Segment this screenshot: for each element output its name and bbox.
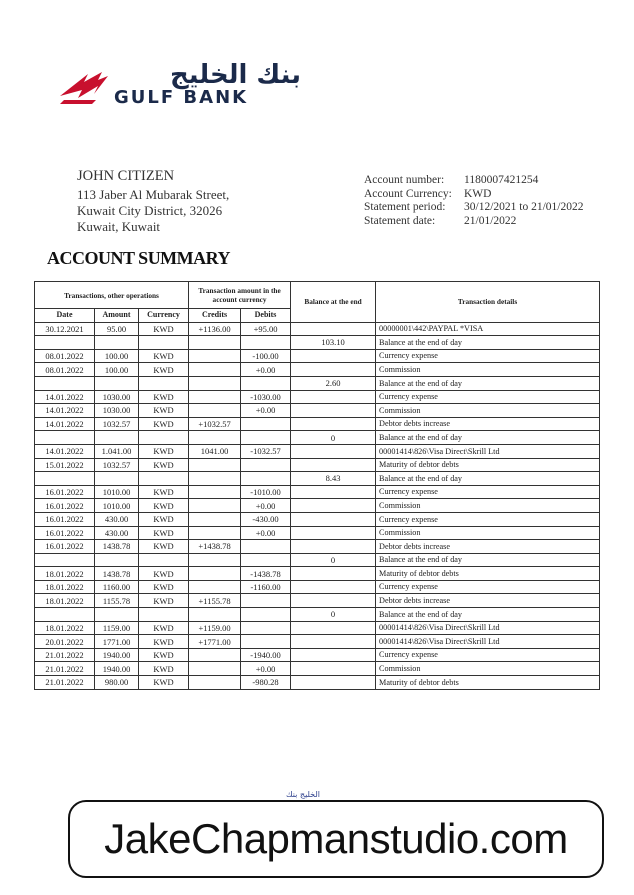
cell-balance xyxy=(291,499,376,513)
cell-credit xyxy=(189,390,241,404)
cell-debit xyxy=(241,431,291,445)
table-row xyxy=(35,512,600,526)
cell-currency xyxy=(139,336,189,350)
cell-credit xyxy=(189,608,241,622)
cell-currency: KWD xyxy=(139,444,189,458)
cell-details: Commission xyxy=(376,526,600,540)
cell-debit: +0.00 xyxy=(241,363,291,377)
table-row xyxy=(35,485,600,499)
cell-balance xyxy=(291,458,376,472)
customer-address-block xyxy=(77,168,229,235)
cell-debit xyxy=(241,336,291,350)
cell-credit xyxy=(189,336,241,350)
cell-details: Currency expense xyxy=(376,648,600,662)
cell-debit xyxy=(241,553,291,567)
statement-period-row xyxy=(364,201,583,215)
cell-date: 21.01.2022 xyxy=(35,662,95,676)
table-row xyxy=(35,404,600,418)
transactions-table xyxy=(34,281,600,690)
cell-credit: 1041.00 xyxy=(189,444,241,458)
cell-date: 08.01.2022 xyxy=(35,363,95,377)
cell-details: Maturity of debtor debts xyxy=(376,567,600,581)
cell-amount: 1010.00 xyxy=(95,499,139,513)
cell-amount: 1940.00 xyxy=(95,662,139,676)
cell-credit xyxy=(189,662,241,676)
cell-credit xyxy=(189,485,241,499)
cell-balance xyxy=(291,349,376,363)
cell-credit xyxy=(189,648,241,662)
account-info-label: Statement date: xyxy=(364,214,436,227)
cell-details: Currency expense xyxy=(376,390,600,404)
cell-amount: 430.00 xyxy=(95,526,139,540)
bank-name-english: GULF BANK xyxy=(114,87,249,108)
footer-bank-name: الخليج بنك xyxy=(286,790,320,799)
account-currency-value: KWD xyxy=(464,187,492,200)
cell-date: 16.01.2022 xyxy=(35,485,95,499)
cell-date: 18.01.2022 xyxy=(35,580,95,594)
cell-details: Balance at the end of day xyxy=(376,472,600,486)
cell-debit xyxy=(241,417,291,431)
cell-currency xyxy=(139,553,189,567)
cell-credit xyxy=(189,404,241,418)
cell-balance xyxy=(291,390,376,404)
cell-balance xyxy=(291,540,376,554)
table-row xyxy=(35,417,600,431)
cell-currency xyxy=(139,376,189,390)
cell-debit: -1030.00 xyxy=(241,390,291,404)
cell-credit xyxy=(189,499,241,513)
cell-details: Currency expense xyxy=(376,512,600,526)
cell-credit: +1438.78 xyxy=(189,540,241,554)
cell-debit: -100.00 xyxy=(241,349,291,363)
cell-date: 14.01.2022 xyxy=(35,390,95,404)
cell-debit xyxy=(241,635,291,649)
cell-balance xyxy=(291,567,376,581)
cell-balance xyxy=(291,512,376,526)
cell-currency: KWD xyxy=(139,540,189,554)
cell-currency: KWD xyxy=(139,621,189,635)
account-currency-row xyxy=(364,188,583,202)
section-title: ACCOUNT SUMMARY xyxy=(47,248,231,268)
cell-details: Commission xyxy=(376,662,600,676)
table-row xyxy=(35,553,600,567)
cell-credit xyxy=(189,553,241,567)
cell-date: 16.01.2022 xyxy=(35,499,95,513)
cell-debit: -980.28 xyxy=(241,676,291,690)
cell-date: 30.12.2021 xyxy=(35,322,95,336)
cell-amount xyxy=(95,472,139,486)
statement-date-row xyxy=(364,215,583,229)
cell-date xyxy=(35,336,95,350)
table-row xyxy=(35,526,600,540)
cell-details: 00001414\826\Visa Direct\Skrill Ltd xyxy=(376,635,600,649)
cell-details: Balance at the end of day xyxy=(376,376,600,390)
cell-amount: 980.00 xyxy=(95,676,139,690)
cell-debit xyxy=(241,472,291,486)
cell-date xyxy=(35,376,95,390)
cell-details: 00001414\826\Visa Direct\Skrill Ltd xyxy=(376,444,600,458)
cell-balance: 0 xyxy=(291,431,376,445)
cell-credit: +1155.78 xyxy=(189,594,241,608)
cell-debit xyxy=(241,458,291,472)
cell-balance xyxy=(291,594,376,608)
address-line: Kuwait, Kuwait xyxy=(77,219,161,234)
cell-credit xyxy=(189,512,241,526)
cell-date xyxy=(35,553,95,567)
cell-currency: KWD xyxy=(139,322,189,336)
cell-currency: KWD xyxy=(139,580,189,594)
cell-details: Maturity of debtor debts xyxy=(376,458,600,472)
cell-details: Commission xyxy=(376,499,600,513)
cell-date: 15.01.2022 xyxy=(35,458,95,472)
table-row xyxy=(35,363,600,377)
cell-amount: 1.041.00 xyxy=(95,444,139,458)
gulf-bank-emblem-icon xyxy=(58,64,112,106)
cell-credit: +1032.57 xyxy=(189,417,241,431)
cell-currency: KWD xyxy=(139,567,189,581)
cell-date xyxy=(35,472,95,486)
cell-debit: -1438.78 xyxy=(241,567,291,581)
header-debits: Debits xyxy=(241,309,291,323)
cell-amount: 1032.57 xyxy=(95,458,139,472)
cell-debit: -1160.00 xyxy=(241,580,291,594)
cell-amount: 95.00 xyxy=(95,322,139,336)
cell-currency: KWD xyxy=(139,485,189,499)
cell-details: Maturity of debtor debts xyxy=(376,676,600,690)
cell-currency: KWD xyxy=(139,349,189,363)
cell-currency: KWD xyxy=(139,404,189,418)
cell-details: Debtor debts increase xyxy=(376,417,600,431)
cell-balance xyxy=(291,485,376,499)
cell-amount: 100.00 xyxy=(95,349,139,363)
cell-currency: KWD xyxy=(139,648,189,662)
cell-currency: KWD xyxy=(139,363,189,377)
header-amount: Amount xyxy=(95,309,139,323)
cell-credit xyxy=(189,526,241,540)
cell-currency xyxy=(139,472,189,486)
address-line: Kuwait City District, 32026 xyxy=(77,203,223,218)
table-row xyxy=(35,594,600,608)
cell-credit xyxy=(189,349,241,363)
cell-currency: KWD xyxy=(139,594,189,608)
cell-amount: 1032.57 xyxy=(95,417,139,431)
cell-amount: 1010.00 xyxy=(95,485,139,499)
header-details: Transaction details xyxy=(376,282,600,323)
table-row xyxy=(35,390,600,404)
cell-amount: 1160.00 xyxy=(95,580,139,594)
cell-debit xyxy=(241,621,291,635)
account-info-label: Account number: xyxy=(364,174,445,186)
table-body xyxy=(35,322,600,689)
table-row xyxy=(35,376,600,390)
address-line: 113 Jaber Al Mubarak Street, xyxy=(77,187,230,202)
table-row xyxy=(35,322,600,336)
cell-amount xyxy=(95,608,139,622)
table-row xyxy=(35,648,600,662)
cell-currency: KWD xyxy=(139,512,189,526)
cell-amount: 430.00 xyxy=(95,512,139,526)
table-row xyxy=(35,676,600,690)
cell-balance xyxy=(291,526,376,540)
cell-date: 16.01.2022 xyxy=(35,526,95,540)
cell-date xyxy=(35,431,95,445)
cell-amount: 1438.78 xyxy=(95,540,139,554)
cell-balance xyxy=(291,322,376,336)
cell-date: 16.01.2022 xyxy=(35,540,95,554)
cell-date: 14.01.2022 xyxy=(35,417,95,431)
cell-amount: 1940.00 xyxy=(95,648,139,662)
table-row xyxy=(35,499,600,513)
table-row xyxy=(35,472,600,486)
cell-details: Debtor debts increase xyxy=(376,594,600,608)
cell-currency: KWD xyxy=(139,635,189,649)
cell-credit xyxy=(189,676,241,690)
header-balance: Balance at the end xyxy=(291,282,376,323)
cell-balance xyxy=(291,648,376,662)
cell-details: 00001414\826\Visa Direct\Skrill Ltd xyxy=(376,621,600,635)
cell-credit xyxy=(189,376,241,390)
table-row xyxy=(35,431,600,445)
cell-debit: -1032.57 xyxy=(241,444,291,458)
gulf-bank-logo xyxy=(58,60,302,110)
cell-currency xyxy=(139,608,189,622)
table-row xyxy=(35,349,600,363)
cell-details: Balance at the end of day xyxy=(376,336,600,350)
cell-amount: 1030.00 xyxy=(95,390,139,404)
cell-date: 14.01.2022 xyxy=(35,404,95,418)
cell-currency xyxy=(139,431,189,445)
cell-debit xyxy=(241,376,291,390)
cell-balance xyxy=(291,635,376,649)
cell-date: 18.01.2022 xyxy=(35,567,95,581)
customer-name: JOHN CITIZEN xyxy=(77,168,175,184)
cell-date: 21.01.2022 xyxy=(35,648,95,662)
header-amount-in-currency: Transaction amount in the account currency xyxy=(189,282,291,309)
watermark-banner xyxy=(68,800,604,878)
cell-debit: +0.00 xyxy=(241,662,291,676)
table-group-header xyxy=(35,282,600,309)
cell-debit xyxy=(241,540,291,554)
cell-details: Commission xyxy=(376,363,600,377)
account-info-block xyxy=(364,174,583,228)
cell-date: 18.01.2022 xyxy=(35,621,95,635)
cell-debit xyxy=(241,608,291,622)
cell-date: 14.01.2022 xyxy=(35,444,95,458)
cell-debit: -1010.00 xyxy=(241,485,291,499)
table-row xyxy=(35,662,600,676)
cell-credit xyxy=(189,458,241,472)
cell-currency: KWD xyxy=(139,499,189,513)
cell-amount: 1438.78 xyxy=(95,567,139,581)
statement-period-value: 30/12/2021 to 21/01/2022 xyxy=(464,201,584,213)
cell-details: Currency expense xyxy=(376,580,600,594)
bank-name-arabic: بنك الخليج xyxy=(170,60,302,90)
cell-debit: -430.00 xyxy=(241,512,291,526)
cell-date xyxy=(35,608,95,622)
cell-currency: KWD xyxy=(139,526,189,540)
cell-amount xyxy=(95,431,139,445)
cell-credit xyxy=(189,363,241,377)
cell-date: 21.01.2022 xyxy=(35,676,95,690)
cell-balance xyxy=(291,363,376,377)
header-transactions: Transactions, other operations xyxy=(35,282,189,309)
statement-date-value: 21/01/2022 xyxy=(464,214,517,227)
cell-credit: +1771.00 xyxy=(189,635,241,649)
account-info-label: Statement period: xyxy=(364,201,446,213)
header-credits: Credits xyxy=(189,309,241,323)
cell-balance xyxy=(291,676,376,690)
cell-balance: 2.60 xyxy=(291,376,376,390)
table-row xyxy=(35,635,600,649)
table-row xyxy=(35,458,600,472)
account-number-row xyxy=(364,174,583,188)
cell-credit xyxy=(189,567,241,581)
table-row xyxy=(35,580,600,594)
cell-balance: 0 xyxy=(291,608,376,622)
cell-date: 18.01.2022 xyxy=(35,594,95,608)
cell-currency: KWD xyxy=(139,390,189,404)
cell-date: 08.01.2022 xyxy=(35,349,95,363)
cell-balance xyxy=(291,417,376,431)
cell-details: Balance at the end of day xyxy=(376,608,600,622)
watermark-text: JakeChapmanstudio.com xyxy=(104,815,568,862)
cell-details: 00000001\442\PAYPAL *VISA xyxy=(376,322,600,336)
cell-balance xyxy=(291,662,376,676)
cell-amount: 1030.00 xyxy=(95,404,139,418)
cell-details: Balance at the end of day xyxy=(376,431,600,445)
cell-debit xyxy=(241,594,291,608)
cell-debit: +0.00 xyxy=(241,526,291,540)
cell-debit: +0.00 xyxy=(241,404,291,418)
cell-currency: KWD xyxy=(139,458,189,472)
cell-date: 20.01.2022 xyxy=(35,635,95,649)
cell-details: Currency expense xyxy=(376,349,600,363)
header-date: Date xyxy=(35,309,95,323)
cell-details: Debtor debts increase xyxy=(376,540,600,554)
cell-amount: 100.00 xyxy=(95,363,139,377)
cell-date: 16.01.2022 xyxy=(35,512,95,526)
table-row xyxy=(35,567,600,581)
cell-amount: 1159.00 xyxy=(95,621,139,635)
cell-balance: 0 xyxy=(291,553,376,567)
cell-details: Currency expense xyxy=(376,485,600,499)
cell-debit: -1940.00 xyxy=(241,648,291,662)
cell-credit: +1136.00 xyxy=(189,322,241,336)
cell-balance xyxy=(291,404,376,418)
table-row xyxy=(35,444,600,458)
table-row xyxy=(35,336,600,350)
cell-balance xyxy=(291,580,376,594)
cell-amount xyxy=(95,336,139,350)
cell-credit xyxy=(189,472,241,486)
cell-amount xyxy=(95,553,139,567)
cell-debit: +95.00 xyxy=(241,322,291,336)
cell-currency: KWD xyxy=(139,676,189,690)
table-row xyxy=(35,621,600,635)
cell-amount xyxy=(95,376,139,390)
header-currency: Currency xyxy=(139,309,189,323)
cell-currency: KWD xyxy=(139,662,189,676)
cell-currency: KWD xyxy=(139,417,189,431)
cell-balance: 103.10 xyxy=(291,336,376,350)
cell-balance xyxy=(291,621,376,635)
cell-details: Balance at the end of day xyxy=(376,553,600,567)
cell-balance xyxy=(291,444,376,458)
cell-amount: 1771.00 xyxy=(95,635,139,649)
cell-amount: 1155.78 xyxy=(95,594,139,608)
account-number-value: 1180007421254 xyxy=(464,174,539,186)
cell-credit xyxy=(189,431,241,445)
table-row xyxy=(35,608,600,622)
cell-balance: 8.43 xyxy=(291,472,376,486)
cell-credit xyxy=(189,580,241,594)
account-info-label: Account Currency: xyxy=(364,187,452,200)
cell-debit: +0.00 xyxy=(241,499,291,513)
cell-credit: +1159.00 xyxy=(189,621,241,635)
cell-details: Commission xyxy=(376,404,600,418)
table-row xyxy=(35,540,600,554)
